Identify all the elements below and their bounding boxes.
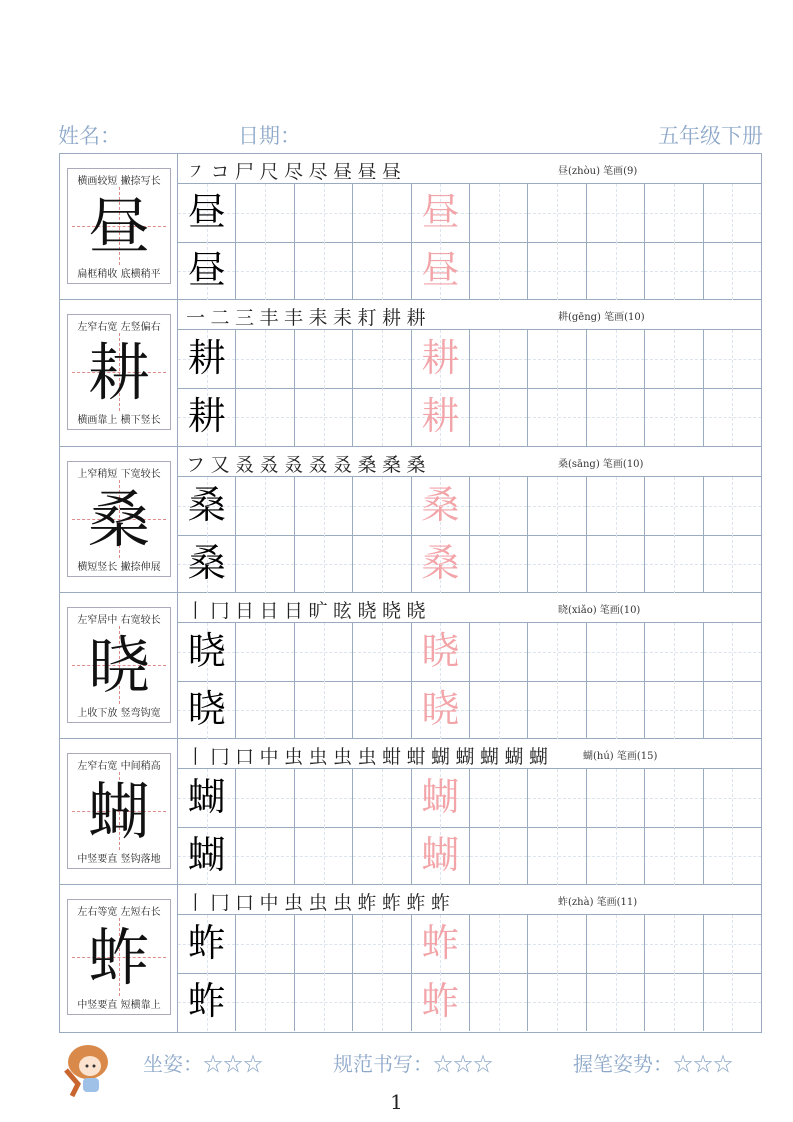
stroke-order-row <box>178 154 761 184</box>
stroke-step: 三 <box>235 307 255 330</box>
writing-cell[interactable] <box>470 827 528 885</box>
writing-cell[interactable] <box>470 477 528 535</box>
trace-character: 晓 <box>421 628 460 673</box>
writing-cell[interactable] <box>412 477 470 535</box>
model-character: 昼 <box>187 248 226 292</box>
stroke-step: 蚱 <box>406 892 426 915</box>
stroke-step: 桑 <box>406 453 426 476</box>
writing-cell[interactable] <box>528 330 586 388</box>
character-block <box>60 300 761 446</box>
practice-row <box>178 623 761 682</box>
writing-cell[interactable] <box>412 388 470 446</box>
writing-cell[interactable] <box>470 330 528 388</box>
writing-cell[interactable] <box>528 915 586 973</box>
model-character: 蚱 <box>187 921 226 966</box>
sitting-posture-rating: 坐姿：☆☆☆ <box>143 1052 263 1076</box>
stroke-step: 虫 <box>308 746 328 769</box>
writing-cell[interactable] <box>353 623 411 681</box>
writing-cell[interactable] <box>353 915 411 973</box>
writing-cell[interactable] <box>412 915 470 973</box>
writing-cell[interactable] <box>704 827 761 885</box>
date-label: 日期： <box>238 124 301 148</box>
writing-cell[interactable] <box>178 827 236 885</box>
writing-cell[interactable] <box>704 330 761 388</box>
writing-cell[interactable] <box>528 477 586 535</box>
character-block <box>60 154 761 300</box>
writing-cell[interactable] <box>704 915 761 973</box>
model-character: 晓 <box>187 628 226 673</box>
pinyin-stroke-count: 昼(zhòu) 笔画(9) <box>558 166 638 177</box>
sample-character: 蚱 <box>87 921 150 995</box>
character-block <box>60 447 761 593</box>
writing-cell[interactable] <box>178 477 236 535</box>
writing-cell[interactable] <box>704 184 761 242</box>
writing-cell[interactable] <box>528 388 586 446</box>
writing-cell[interactable] <box>587 535 645 593</box>
model-character: 桑 <box>187 482 226 527</box>
stroke-step: フ <box>186 453 206 476</box>
writing-cell[interactable] <box>236 623 294 681</box>
writing-cell[interactable] <box>236 769 294 827</box>
writing-cell[interactable] <box>412 973 470 1031</box>
tip-top: 上窄稍短 下宽较长 <box>77 468 161 480</box>
writing-cell[interactable] <box>470 388 528 446</box>
tip-bottom: 横短竖长 撇捺伸展 <box>77 561 161 573</box>
writing-cell[interactable] <box>704 477 761 535</box>
trace-character: 耕 <box>421 394 460 439</box>
writing-cell[interactable] <box>295 769 353 827</box>
stroke-step: 昼 <box>357 161 377 183</box>
stroke-step: 丨 <box>186 892 206 915</box>
writing-cell[interactable] <box>412 535 470 593</box>
writing-cell[interactable] <box>587 477 645 535</box>
character-block <box>60 593 761 739</box>
writing-cell[interactable] <box>645 330 703 388</box>
model-character: 耕 <box>187 394 226 439</box>
writing-cell[interactable] <box>236 915 294 973</box>
stroke-step: 丨 <box>186 746 206 769</box>
sample-column <box>60 593 178 738</box>
model-character: 蝴 <box>187 833 226 878</box>
stroke-step: 丰 <box>284 307 304 330</box>
writing-cell[interactable] <box>236 681 294 739</box>
sample-box <box>67 607 171 723</box>
writing-cell[interactable] <box>587 184 645 242</box>
writing-cell[interactable] <box>587 827 645 885</box>
stroke-order-row <box>178 300 761 330</box>
writing-cell[interactable] <box>645 915 703 973</box>
writing-cell[interactable] <box>353 388 411 446</box>
sample-box <box>67 461 171 577</box>
writing-cell[interactable] <box>704 681 761 739</box>
character-block <box>60 885 761 1031</box>
sample-character: 蝴 <box>87 775 150 849</box>
tip-top: 横画较短 撇捺写长 <box>77 176 161 187</box>
practice-row <box>178 827 761 885</box>
model-character: 蚱 <box>187 979 226 1024</box>
stroke-step: 冂 <box>210 599 230 622</box>
trace-character: 晓 <box>421 686 460 731</box>
writing-cell[interactable] <box>587 623 645 681</box>
trace-character: 昼 <box>421 248 460 292</box>
stroke-step: 叒 <box>259 453 279 476</box>
writing-cell[interactable] <box>470 242 528 300</box>
stroke-step: 蝴 <box>431 746 451 769</box>
sample-column <box>60 739 178 884</box>
stroke-step: 蚶 <box>406 746 426 769</box>
practice-row <box>178 973 761 1031</box>
writing-cell[interactable] <box>295 477 353 535</box>
stroke-order-row <box>178 447 761 477</box>
stroke-step: 蚱 <box>382 892 402 915</box>
writing-cell[interactable] <box>412 184 470 242</box>
trace-character: 桑 <box>421 540 460 585</box>
stroke-step: 旷 <box>308 599 328 622</box>
stroke-step: 叒 <box>308 453 328 476</box>
stroke-step: 口 <box>235 746 255 769</box>
name-label: 姓名： <box>58 124 121 148</box>
writing-cell[interactable] <box>704 388 761 446</box>
tip-top: 左右等宽 左短右长 <box>77 907 161 919</box>
writing-cell[interactable] <box>470 623 528 681</box>
tip-top: 左窄居中 右宽较长 <box>77 614 161 626</box>
stroke-step: 口 <box>235 892 255 915</box>
writing-cell[interactable] <box>645 477 703 535</box>
model-character: 晓 <box>187 686 226 731</box>
writing-cell[interactable] <box>470 769 528 827</box>
trace-character: 耕 <box>421 336 460 381</box>
tip-bottom: 中竖要直 短横靠上 <box>77 1000 161 1012</box>
sample-box <box>67 753 171 869</box>
writing-cell[interactable] <box>470 915 528 973</box>
writing-cell[interactable] <box>295 242 353 300</box>
stroke-step: 昡 <box>333 599 353 622</box>
stroke-step: 中 <box>259 892 279 915</box>
sample-column <box>60 300 178 445</box>
writing-cell[interactable] <box>178 242 236 300</box>
stroke-step: 冂 <box>210 892 230 915</box>
trace-character: 蝴 <box>421 833 460 878</box>
writing-cell[interactable] <box>645 769 703 827</box>
writing-cell[interactable] <box>178 330 236 388</box>
writing-cell[interactable] <box>645 973 703 1031</box>
stroke-step: 叒 <box>284 453 304 476</box>
model-character: 耕 <box>187 336 226 381</box>
pinyin-stroke-count: 晓(xiǎo) 笔画(10) <box>558 604 641 616</box>
writing-cell[interactable] <box>295 535 353 593</box>
stroke-step: 日 <box>235 599 255 622</box>
writing-cell[interactable] <box>412 242 470 300</box>
model-character: 蝴 <box>187 775 226 820</box>
stroke-step: 日 <box>259 599 279 622</box>
stroke-step: 蚱 <box>357 892 377 915</box>
writing-cell[interactable] <box>645 388 703 446</box>
writing-cell[interactable] <box>704 623 761 681</box>
writing-cell[interactable] <box>353 681 411 739</box>
stroke-step: 尽 <box>308 161 328 183</box>
tip-top: 左窄右宽 左竖偏右 <box>77 322 161 334</box>
stroke-step: 丨 <box>186 599 206 622</box>
practice-row <box>178 681 761 739</box>
tip-bottom: 上收下放 竖弯钩宽 <box>77 707 161 719</box>
writing-standard-rating: 规范书写：☆☆☆ <box>333 1052 493 1076</box>
writing-cell[interactable] <box>587 388 645 446</box>
writing-cell[interactable] <box>412 623 470 681</box>
trace-character: 昼 <box>421 190 460 234</box>
sample-column <box>60 154 178 299</box>
stroke-order-row <box>178 593 761 623</box>
writing-cell[interactable] <box>353 827 411 885</box>
tip-bottom: 中竖要直 竖钩落地 <box>77 854 161 866</box>
writing-cell[interactable] <box>645 623 703 681</box>
stroke-step: 蝴 <box>504 746 524 769</box>
pinyin-stroke-count: 桑(sāng) 笔画(10) <box>558 458 644 470</box>
writing-cell[interactable] <box>645 184 703 242</box>
writing-cell[interactable] <box>353 330 411 388</box>
sample-character: 昼 <box>87 190 150 263</box>
writing-cell[interactable] <box>178 915 236 973</box>
writing-cell[interactable] <box>236 388 294 446</box>
writing-cell[interactable] <box>295 915 353 973</box>
writing-cell[interactable] <box>353 242 411 300</box>
writing-cell[interactable] <box>178 769 236 827</box>
writing-cell[interactable] <box>645 681 703 739</box>
practice-row <box>178 769 761 828</box>
trace-character: 蚱 <box>421 979 460 1024</box>
writing-cell[interactable] <box>353 769 411 827</box>
stroke-step: 叒 <box>333 453 353 476</box>
stroke-step: 虫 <box>333 892 353 915</box>
writing-cell[interactable] <box>295 681 353 739</box>
stroke-step: 冂 <box>210 746 230 769</box>
stroke-step: 桑 <box>357 453 377 476</box>
writing-cell[interactable] <box>236 827 294 885</box>
stroke-step: 又 <box>210 453 230 476</box>
sample-character: 桑 <box>87 482 150 556</box>
stroke-step: 尽 <box>284 161 304 183</box>
writing-cell[interactable] <box>528 242 586 300</box>
sample-column <box>60 885 178 1031</box>
writing-cell[interactable] <box>178 623 236 681</box>
writing-cell[interactable] <box>412 330 470 388</box>
sample-box <box>67 899 171 1015</box>
stroke-step: 叒 <box>235 453 255 476</box>
sample-character: 晓 <box>87 628 150 702</box>
stroke-step: 虫 <box>308 892 328 915</box>
sample-column <box>60 447 178 592</box>
stroke-step: 耕 <box>406 307 426 330</box>
writing-cell[interactable] <box>295 623 353 681</box>
stroke-order-row <box>178 739 761 769</box>
writing-cell[interactable] <box>295 973 353 1031</box>
practice-row <box>178 388 761 446</box>
stroke-order-row <box>178 885 761 915</box>
sample-box <box>67 168 171 284</box>
stroke-step: 蚱 <box>431 892 451 915</box>
writing-cell[interactable] <box>587 242 645 300</box>
tip-bottom: 横画靠上 横下竖长 <box>77 415 161 427</box>
writing-cell[interactable] <box>645 242 703 300</box>
writing-cell[interactable] <box>704 973 761 1031</box>
stroke-step: 一 <box>186 307 206 330</box>
stroke-step: 桑 <box>382 453 402 476</box>
pinyin-stroke-count: 蝴(hú) 笔画(15) <box>583 751 658 763</box>
pinyin-stroke-count: 蚱(zhà) 笔画(11) <box>558 897 638 909</box>
stroke-step: 晓 <box>357 599 377 622</box>
writing-cell[interactable] <box>295 184 353 242</box>
writing-cell[interactable] <box>528 623 586 681</box>
writing-cell[interactable] <box>645 535 703 593</box>
writing-cell[interactable] <box>470 973 528 1031</box>
stroke-step: 耕 <box>382 307 402 330</box>
stroke-step: 晓 <box>382 599 402 622</box>
stroke-step: 尸 <box>235 161 255 183</box>
pinyin-stroke-count: 耕(gēng) 笔画(10) <box>558 312 645 324</box>
writing-cell[interactable] <box>587 681 645 739</box>
writing-cell[interactable] <box>178 184 236 242</box>
writing-cell[interactable] <box>412 769 470 827</box>
trace-character: 桑 <box>421 482 460 527</box>
stroke-step: 蚶 <box>382 746 402 769</box>
writing-cell[interactable] <box>178 681 236 739</box>
writing-cell[interactable] <box>470 535 528 593</box>
stroke-step: 昼 <box>382 161 402 183</box>
writing-cell[interactable] <box>587 330 645 388</box>
writing-cell[interactable] <box>587 769 645 827</box>
writing-cell[interactable] <box>236 477 294 535</box>
practice-row <box>178 330 761 389</box>
writing-cell[interactable] <box>236 330 294 388</box>
writing-cell[interactable] <box>645 827 703 885</box>
writing-cell[interactable] <box>704 242 761 300</box>
writing-cell[interactable] <box>528 681 586 739</box>
writing-cell[interactable] <box>236 973 294 1031</box>
tip-bottom: 扁框稍收 底横稍平 <box>77 269 161 280</box>
stroke-step: 耒 <box>333 307 353 330</box>
writing-cell[interactable] <box>295 388 353 446</box>
writing-cell[interactable] <box>236 242 294 300</box>
stroke-step: 日 <box>284 599 304 622</box>
writing-cell[interactable] <box>295 827 353 885</box>
stroke-step: 丰 <box>259 307 279 330</box>
sample-character: 耕 <box>87 336 150 410</box>
writing-cell[interactable] <box>412 827 470 885</box>
model-character: 昼 <box>187 190 226 234</box>
writing-cell[interactable] <box>704 535 761 593</box>
writing-cell[interactable] <box>528 769 586 827</box>
writing-cell[interactable] <box>236 184 294 242</box>
writing-cell[interactable] <box>587 973 645 1031</box>
stroke-step: 昼 <box>333 161 353 183</box>
practice-grid <box>59 153 762 1033</box>
writing-cell[interactable] <box>528 827 586 885</box>
writing-cell[interactable] <box>178 388 236 446</box>
writing-cell[interactable] <box>295 330 353 388</box>
writing-cell[interactable] <box>353 184 411 242</box>
stroke-step: 中 <box>259 746 279 769</box>
writing-cell[interactable] <box>470 681 528 739</box>
stroke-step: 尺 <box>259 161 279 183</box>
writing-cell[interactable] <box>178 535 236 593</box>
writing-cell[interactable] <box>528 184 586 242</box>
stroke-step: 耓 <box>357 307 377 330</box>
writing-cell[interactable] <box>528 535 586 593</box>
stroke-step: 耒 <box>308 307 328 330</box>
grade-label: 五年级下册 <box>658 124 763 148</box>
practice-row <box>178 242 761 300</box>
pen-grip-rating: 握笔姿势：☆☆☆ <box>573 1052 733 1076</box>
stroke-step: 蝴 <box>455 746 475 769</box>
writing-cell[interactable] <box>353 535 411 593</box>
practice-row <box>178 184 761 243</box>
stroke-step: 虫 <box>284 892 304 915</box>
writing-cell[interactable] <box>412 681 470 739</box>
practice-row <box>178 477 761 536</box>
tip-top: 左窄右宽 中间稍高 <box>77 761 161 773</box>
writing-cell[interactable] <box>178 973 236 1031</box>
stroke-step: 晓 <box>406 599 426 622</box>
sample-box <box>67 314 171 430</box>
practice-row <box>178 535 761 593</box>
writing-cell[interactable] <box>528 973 586 1031</box>
stroke-step: ㇇ <box>186 161 206 183</box>
model-character: 桑 <box>187 540 226 585</box>
character-block <box>60 739 761 885</box>
writing-cell[interactable] <box>470 184 528 242</box>
writing-cell[interactable] <box>704 769 761 827</box>
stroke-step: 虫 <box>357 746 377 769</box>
practice-row <box>178 915 761 974</box>
stroke-step: 虫 <box>333 746 353 769</box>
writing-cell[interactable] <box>353 973 411 1031</box>
stroke-step: 蝴 <box>529 746 549 769</box>
stroke-step: 二 <box>210 307 230 330</box>
stroke-step: コ <box>210 161 230 183</box>
writing-cell[interactable] <box>587 915 645 973</box>
page-number: 1 <box>390 1090 403 1114</box>
stroke-step: 蝴 <box>480 746 500 769</box>
stroke-step: 虫 <box>284 746 304 769</box>
trace-character: 蝴 <box>421 775 460 820</box>
trace-character: 蚱 <box>421 921 460 966</box>
writing-cell[interactable] <box>236 535 294 593</box>
writing-cell[interactable] <box>353 477 411 535</box>
